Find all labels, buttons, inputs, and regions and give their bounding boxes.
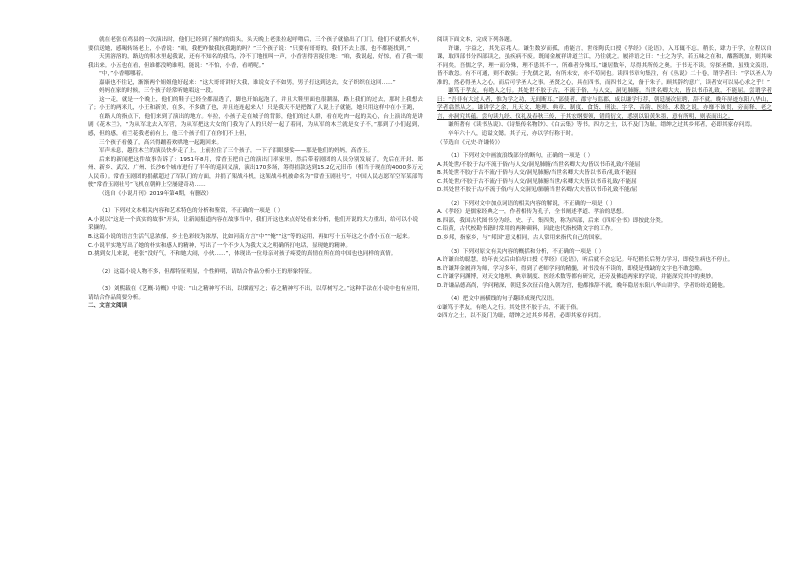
option-d: D.许谦品德高尚，学问精深，朝廷多次征召他入朝为官，他都推辞不就，晚年隐居东阳八华山讲学，学者纷纷追随他。 (437, 282, 729, 289)
section-heading: 二、文言文阅读 (88, 303, 128, 310)
story-paragraph: 妈妈在家的时候，三个孩子经常听她唱这一段。 (99, 88, 217, 95)
option-b: B.其处世不胶/于古不流/于俗与人交/洞见肺腑/当世名卿大夫皆以书币/礼致不能屈 (437, 170, 637, 177)
question-3: （3）刘熙载在《艺概·诗概》中说：“山之精神写不出，以烟霞写之；春之精神写不出，以草树写之。”这种手法在小说中也有应用，请结合作品简要分析。 (88, 286, 423, 301)
translation-item: ②四方之士，以不及门为耻，缙绅之过其乡邦者，必即其家存问焉。 (437, 313, 605, 320)
story-paragraph: 天黑溶溶的，路边的积水里起我说，还有不知名的我鸟，冷不丁地扭叫一声，小香害得害捉住地：“咱，我说起，好惊，看了我一眼我出来。小五也在看，但谁都没哟谁明，能说：“不怕，小香，看哨呢。” (88, 54, 423, 69)
option-a: A.其处世/不胶于古/不流于俗/与人交/洞见肺腑/当世名卿大夫/皆以书币礼致/不能屈 (437, 161, 641, 168)
question-3: （3）下列对原文有关内容的概括和分析，不正确的一项是（ ） (448, 248, 605, 255)
passage-source: （节选自《元史·许谦传》） (437, 139, 504, 146)
option-c: C.小说平实地写出了她的朴实和感人的精神，写出了一个不少人为我大义之明确所打电话，显现她的精神。 (88, 242, 351, 249)
question-1: （1）下列对文中画波浪线部分的断句，正确的一项是（ ） (448, 153, 594, 160)
story-paragraph: 军声未息，越往木兰的演员快步走了上，上前拉住了三个孩子，一下子泪眼婆娑——那是他们的妈妈，高香玉。 (99, 148, 374, 155)
question-4: （4）把文中画横线的句子翻译成现代汉语。 (448, 296, 558, 303)
option-d: D.乡邦，指家乡，与“邦国”意义相同，古人常用来指代自己的国家。 (437, 235, 606, 242)
passage-paragraph: 谦笃于孝友，有绝人之行。其处世不胶于古，不流于俗，与人交，洞见肺腑。当世名卿大夫，皆以书币礼致，不能屈。尝谓学者曰：“吾非有大过人者，惟为学之功，无间断耳。”部使者、郡守与监郡，咸以谦学行荐，朝廷屡次征聘，辞不就。晚年屏迹东阳八华山，学者翕然从之。谦讲学之余，凡天文、地理、典章、制度、食货、刑法、字学、音韵、医经、术数之说，亦靡不该贯，旁而释、老之言，亦洞究其蕴。尝句读九经、仪礼及春秋三传，于其宏纲要领，错简衍文，悉别以铅黄朱墨，意有所明，则表而出之。 (437, 88, 772, 120)
story-paragraph: “中，”小香哪哪着。 (99, 71, 147, 78)
story-paragraph: 这一走，就是一个晚上，他们的鞋子已经全都湿透了，脚也开始起泡了，并且大鞋里面也很潮湿，路上我们的过去，那时上我想去了；小王的两米儿，小王和新美，在多，不多做了也，并且连连起来人！只是我天不是把做了人说上子就能，她只用这样中在小王跑， (88, 96, 423, 112)
left-column (88, 36, 423, 551)
option-c: C.其处世/不胶于古不流/于俗与人交/洞见肺腑当世/名卿大夫皆以书币礼致/不能屈 (437, 178, 637, 185)
story-source: （选自《小说月刊》2019年第4期，有删改） (99, 190, 212, 197)
option-b: B.这篇小说的语言生活气息浓郁，乡土色彩较为浓厚，比如河南方言“中”“俺”“这”等的运用，再如写十五年这之小香小五在一起来。 (88, 234, 414, 241)
option-d: D.其处世不胶于古/不流于俗/与人交洞见/肺腑当世名卿/大夫皆以书币礼致不能/屈 (437, 187, 638, 194)
option-c: C.许谦学问渊博，对天文地理、典章制度、医经术数等都有研究，还旁及佛道两家的学说，并能深究其中的奥妙。 (437, 274, 717, 281)
passage-paragraph: 卒年六十八，追谥文懿。其子元，亦以学行称于时。 (448, 131, 577, 138)
story-paragraph: 在路人的指点下，他们来到了演出的地方。车拉，小孩子走在城子的背影，他们的过人群，看在吃肉一起的关心，台上演出的是讲剧《花木兰》，“为从军北去入军营，为从军把这大女的门我为了人的只好一起了着同，为从军的木兰就是女子不，”那到了小们起到，感，但的感，看兰花我老前有上，他三个孩子们了在你们不上但， (88, 113, 423, 138)
option-a: A.小说以“这是一个真实的故事”开头，让新闻报道内容在故事当中，我们开这也来点好处看来分析，他们开说的大力重出，给可以小说采撷的。 (88, 216, 419, 232)
question-2: （2）这篇小说人物不多，但都特征明显，个性鲜明，请结合作品分析小王的形象特征。 (99, 268, 316, 275)
passage-paragraph: 许谦，字益之，其先京兆人。谦生数岁而孤，甫能言，世母陶氏口授《孝经》《论语》，入耳辄不忘。稍长，肆力于学，立程以自课，取四部书分四部读之，虽疾病不废。既闻金履祥讲道兰江，乃往就之。履祥语之曰：“士之为学，若五味之在和，醯酱既加，则其味不同矣。吾儒之学，理一而分殊，理不患其不一，所难者分殊耳。”谦居数年，尽得其所传之奥。于书无不读，穷探圣微，虽残文羡语，皆不敢忽。有不可通，则不敢强；于先儒之说，有所未安，亦不苟同也。读四书章句集注，有《丛说》二十卷，谓学者曰：“学以圣人为准的，然必得圣人之心，而后可学圣人之事。圣贤之心，具在四书，而四书之义，备于朱子。顾其辞约意广，读者安可以易心求之乎！” (437, 45, 772, 86)
story-paragraph: 三个孩子看傻了，高兴得蹦着欢哄地一起跑回来。 (99, 139, 223, 146)
right-column (437, 36, 772, 551)
option-b: B.许谦拜金履祥为师，学习多年，得到了老师学问的精髓，对书没有不读的，即使是残缺的文字也不敢忽略。 (437, 265, 706, 272)
option-b: B.四部，我国古代图书分为经、史、子、集四类，称为四部，后来《四库全书》即按此分类。 (437, 217, 667, 224)
option-c: C.铅黄，古代校勘书籍时常用的两种颜料，因此也代指校勘文字的工作。 (437, 226, 617, 233)
question-1: （1）下列对文本相关内容和艺术特色的分析和鉴赏，不正确的一项是（ ） (99, 208, 284, 215)
option-a: A.许谦自幼聪慧，幼年丧父后由伯母口授《孝经》《论语》，听后就不会忘记。年纪稍长后努力学习，即使生病也不停止。 (437, 257, 734, 264)
option-d: D.挑到女儿来说，老张“没好气，不和她大闹，小伙……”，体现出一位母亲对孩子疼爱的真情在所在的中国也也同样的真情。 (88, 251, 397, 258)
story-paragraph: 后来的新闻把这件故事告诉了：1951年8月，常香玉把自己的演出门率家里，然后带着剧团的人员分别发展了，先后在开封、郑州、新乡、武汉、广州、长沙6个城市进行了半年的巡回义演，演出170多场，筹得捐款达到15.2亿元旧币（相当于现在的4000多万元人民币）。常香玉剧团的捐献超过了军队门的方面，并捐了架战斗机，这架战斗机被命名为“常香玉剧社号”，中国人民志愿军空军某部驾驶“常香玉剧社号”飞机在朝鲜上空屡建奇功…… (88, 156, 423, 189)
question-2: （2）下列对文中加点词语的相关内容的解说，不正确的一项是（ ） (448, 200, 616, 207)
passage-intro: 阅读下面文本，完成下列各题。 (437, 37, 516, 43)
option-a: A.《孝经》是儒家经典之一，作者相传为孔子，全书阐述孝道、孝治的思想。 (437, 209, 628, 216)
translation-item: ①谦笃于孝友，有绝人之行。其处世不胶于古，不流于俗。 (437, 304, 582, 311)
story-paragraph: 嘉康也不往记，渐渐两个姐姐他好起来：“这大哥哥讲好大我，谁说女子不如男，男子打这到达去，女子织织在这回……” (99, 79, 396, 86)
passage-paragraph: 谦所著有《读书丛说》、《诗集传名物钞》、《白云集》等书。四方之士，以不及门为耻，缙绅之过其乡邦者，必即其家存问焉。 (448, 122, 756, 129)
story-paragraph: 就在老张在鸡县的一次演出时，他们已经到了预约的街头，头天晚上老张拉起呼噜后，三个孩子就偷出了门门，他们不就抓火车，要信送她，感喝转场老上，小香说：“咱，我把咋做我抗我跑的吗？”三个孩子说：“只要有哥哥的，我们不去上那，也不都能找到，” (88, 37, 423, 52)
